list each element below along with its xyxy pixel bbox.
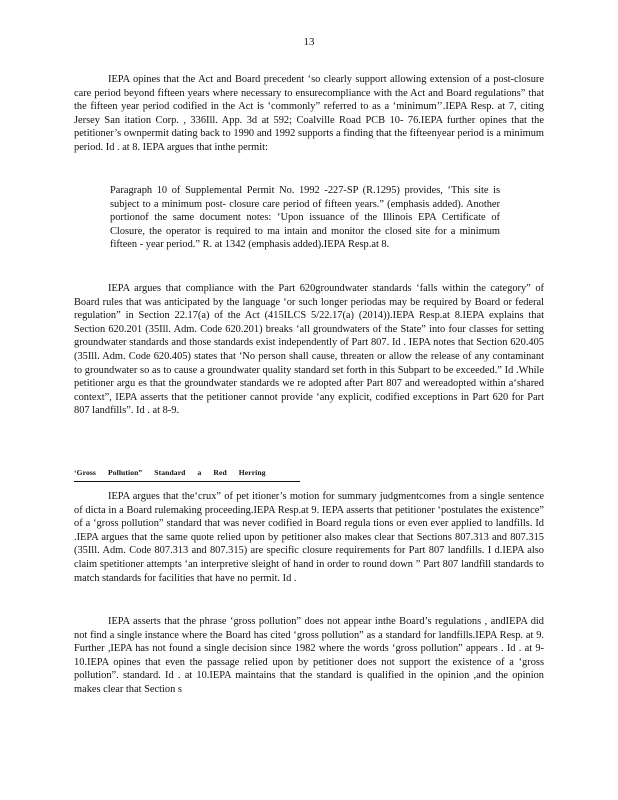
- page-number: 13: [303, 36, 315, 48]
- section-heading: ‘Gross Pollution” Standard a Red Herring: [74, 466, 300, 482]
- paragraph-2-text: IEPA argues that compliance with the Part 620groundwater standards ‘falls within the category” of Board rules that was anticipated by the language ‘or such longer periodas may be required by Board or federal regulation” in Section 22.17(a) of the Act (415ILCS 5/22.17(a) (2014)).IEPA Resp.at 8.IEPA explains that Section 620.201 (35Ill. Adm. Code 620.201) breaks ‘all groundwaters of the State” into four classes for setting groundwater standards and those standards exist independently of Part 807. Id . IEPA notes that Section 620.405 (35Ill. Adm. Code 620.405) states that ‘No person shall cause, threaten or allow the release of any contaminant to groundwater so as to cause a groundwater quality standard set forth in this Subpart to be exceeded.” Id .While petitioner argu es that the groundwater standards we re adopted after Part 807 and wereadopted within a‘shared context”, IEPA asserts that the petitioner cannot provide ‘any explicit, codified exceptions in Part 620 for Part 807 landfills”. Id . at 8-9.: [74, 283, 544, 417]
- paragraph-1: [74, 73, 544, 155]
- paragraph-3-text: IEPA argues that the‘crux” of pet itioner’s motion for summary judgmentcomes from a single sentence of dicta in a Board rulemaking proceeding.IEPA Resp.at 9. IEPA asserts that petitioner ‘postulates the existence” of a ‘gross pollution” standard that was never codified in Board regula tions or even ever applied to landfills. Id .IEPA argues that the same quote relied upon by petitioner also makes clear that Sections 807.313 and 807.315 (35Ill. Adm. Code 807.313 and 807.315) are specific closure requirements for Part 807 landfills. I d.IEPA also claim spetitioner attempts ‘an interpretive sleight of hand in order to round down ” Part 807 landfill standards to match standards for facilities that have no permit. Id .: [74, 491, 544, 584]
- paragraph-1-text: IEPA opines that the Act and Board precedent ‘so clearly support allowing extension of a post-closure care period beyond fifteen years where necessary to ensurecompliance with the Act and Board regulations” that the fifteen year period codified in the Act is ‘commonly” referred to as a ‘minimum’’.IEPA Resp. at 7, citing Jersey San itation Corp. , 336Ill. App. 3d at 592; Coalville Road PCB 10- 76.IEPA further opines that the petitioner’s ownpermit dating back to 1990 and 1992 supports a finding that the fifteenyear period is a minimum period. Id . at 8. IEPA argues that inthe permit:: [74, 74, 544, 153]
- paragraph-4: [74, 615, 544, 697]
- paragraph-4-text: IEPA asserts that the phrase ‘gross pollution” does not appear inthe Board’s regulations , andIEPA did not find a single instance where the Board has cited ‘gross pollution” as a standard for landfills.IEPA Resp. at 9. Further ,IEPA has not found a single decision since 1982 where the words ‘gross pollution” appears . Id . at 9-10.IEPA opines that even the passage relied upon by petitioner does not support the existence of a ‘gross pollution”. standard. Id . at 10.IEPA maintains that the standard is qualified in the opinion ,and the opinion makes clear that Section s: [74, 616, 544, 695]
- block-quote: Paragraph 10 of Supplemental Permit No. 1992 -227-SP (R.1295) provides, ‘This site is subject to a minimum post- closure care period of fifteen years.” (emphasis added). Another portionof the same document notes: ‘Upon issuance of the Illinois EPA Certificate of Closure, the operator is required to ma intain and monitor the closed site for a minimum fifteen - year period.” R. at 1342 (emphasis added).IEPA Resp.at 8.: [110, 185, 500, 251]
- paragraph-2: [74, 282, 544, 418]
- paragraph-3: [74, 490, 544, 585]
